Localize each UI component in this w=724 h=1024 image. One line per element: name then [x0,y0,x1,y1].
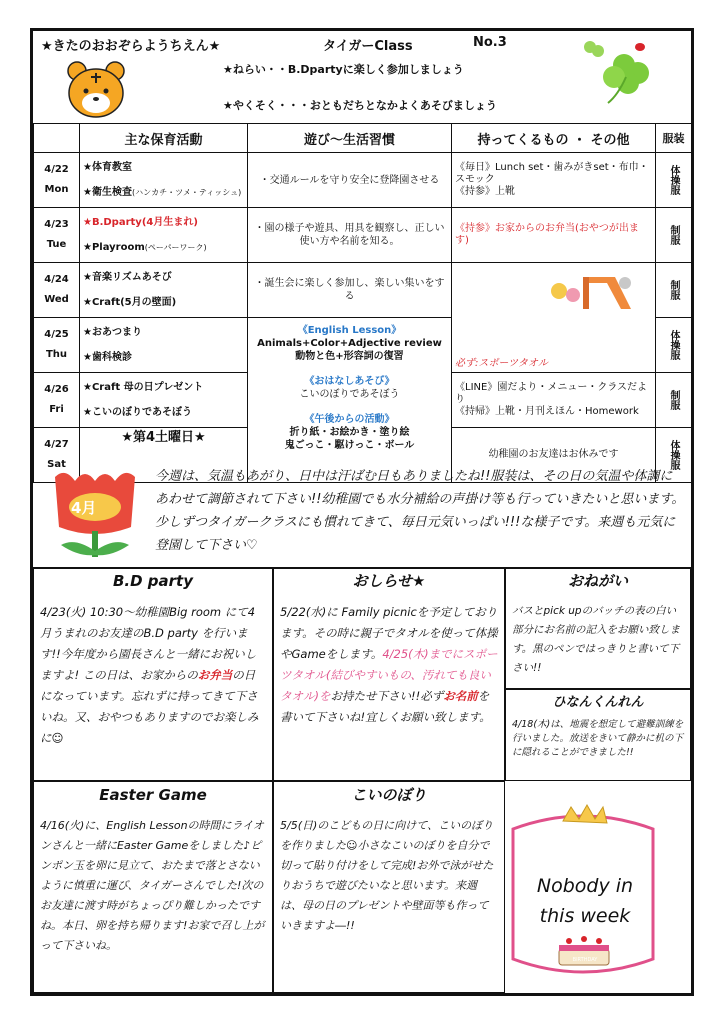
story-play-title: 《おはなしあそび》 [304,376,395,387]
day-date: 4/22 [44,164,69,175]
bring-cell: 必ず:スポーツタオル [455,358,548,369]
clover-icon [578,35,658,105]
playground-slide-icon [545,269,635,313]
notice-box [273,567,505,781]
clothes-cell: 制服 [656,208,692,263]
box-text: 5/22(水)に Family picnicを予定しております。その時に親子でタオルを使って体操やGameをします。4/25(木)までにスポーツタオル(結びやすいもの、汚れても良いタオル)をお持たせ下さい!!必ずお名前を書いて下さいね!宜しくお願い致します。 [280,605,498,724]
newsletter-page [30,28,694,996]
activity-2: ★Craft(5月の壁面) [83,297,177,308]
issue-number: No.3 [473,35,507,50]
clothes-cell: 体操服 [656,153,692,208]
tiger-icon [63,57,129,123]
play-text-2: ・園の様子や遊具、用具を観察し、正しい使い方や名前を知る。 [254,223,445,247]
nobody-text: Nobody in this week [536,875,634,927]
afternoon-title: 《午後からの活動》 [304,414,395,425]
activity-1: ★おあつまり [83,327,142,338]
box-text: 4/18(木)は、地震を想定して避難訓練を行いました。放送をきいて静かに机の下に隠れることができました!! [512,719,684,758]
class-name: タイガーClass [323,39,413,54]
weekly-schedule-table [33,123,692,483]
promise-text: ★やくそく・・・おともだちとなかよくあそびましょう [223,99,497,112]
bring-cell: 《LINE》園だより・メニュー・クラスだより 《持帰》上靴・月刊えほん・Homework [452,373,656,428]
weekly-message [33,461,691,569]
activity-2-sub: (ペーパーワーク) [144,243,207,252]
bring-cell: 《持参》お家からのお弁当(おやつが出ます) [452,208,656,263]
day-weekday: Sat [47,459,66,470]
activity-1: ★体育教室 [83,162,132,173]
box-title: B.D party [112,572,193,590]
evacuation-drill-box [505,689,691,781]
day-date: 4/27 [44,439,69,450]
clothes-cell: 制服 [656,263,692,318]
clothes-cell: 制服 [656,373,692,428]
day-weekday: Tue [46,239,67,250]
table-header-clothes: 服装 [656,124,692,153]
story-play-text: こいのぼりであそぼう [299,389,400,400]
tulip-label: 4月 [71,499,97,517]
day-weekday: Wed [44,294,69,305]
activity-1: ★Craft 母の日プレゼント [83,382,204,393]
play-text-1: ・交通ルールを守り安全に登降園させる [259,174,440,186]
box-title: おねがい [567,572,628,590]
box-title: ひなんくんれん [552,695,644,710]
day-weekday: Mon [44,184,69,195]
english-lesson-text: Animals+Color+Adjective review 動物と色+形容詞の復習 [257,338,442,362]
activity-1: ★音楽リズムあそび [83,272,172,283]
activity-1: ★第4土曜日★ [121,430,206,445]
box-title: こいのぼり [351,786,427,804]
activity-2: ★衛生検査 [83,187,132,198]
table-header-bring: 持ってくるもの ・ その他 [452,124,656,153]
table-row [34,208,692,263]
activity-2-sub: (ハンカチ・ツメ・ティッシュ) [131,188,242,197]
day-weekday: Thu [45,349,68,360]
message-text: 今週は、気温もあがり、日中は汗ばむ日もありましたね!!服装は、その日の気温や体調にあわせて調節されて下さい!!幼稚園でも水分補給の声掛け等も行っていきたいと思います。少しずつタイガークラスにも慣れてきて、毎日元気いっぱい!!!な様子です。来週も元気に登園して下さい♡ [155,469,685,553]
box-text: バスとpick upのバッチの表の白い部分にお名前の記入をお願い致します。黒のペンではっきりと書いて下さい!! [512,605,680,674]
aim-text: ★ねらい・・B.Dpartyに楽しく参加しましょう [223,63,464,76]
day-date: 4/25 [44,329,69,340]
school-name: ★きたのおおぞらようちえん★ [41,39,221,54]
activity-2: ★Playroom [83,242,145,253]
koinobori-box [273,781,505,993]
table-row [34,153,692,208]
bring-cell: 《毎日》Lunch set・歯みがきset・布巾・スモック 《持参》上靴 [452,153,656,208]
play-text-3: ・誕生会に楽しく参加し、楽しい集いをする [254,278,445,302]
afternoon-text: 折り紙・お絵かき・塗り絵 鬼ごっこ・駆けっこ・ボール [284,427,415,451]
box-text: 4/16(火)に、English Lessonの時間にライオンさんと一緒にEaster Gameをしました♪ピンポン玉を卵に見立て、おたまで落とさないように慎重に運び、タイガーさんでした!次のお友達に渡す時がちょっぴり難しかったですね。本日、卵を持ち帰ります!お家で召し上がって下さいね。 [40,819,265,952]
english-lesson-title: 《English Lesson》 [297,325,402,336]
box-text: 5/5(日)のこどもの日に向けて、こいのぼりを作りました☺小さなこいのぼりを自分で切って貼り付けをして完成!お外で泳がせたりおうちで遊びたいなと思います。来週は、母の日のプレゼントや壁面等も作っていきますよ―!! [280,819,494,932]
activity-1: ★B.Dparty(4月生まれ) [83,217,198,228]
day-date: 4/24 [44,274,69,285]
request-box [505,567,691,689]
cake-label: BIRTHDAY [572,957,598,963]
day-date: 4/26 [44,384,69,395]
activity-2: ★こいのぼりであそぼう [83,407,192,418]
day-weekday: Fri [49,404,64,415]
table-header-blank [34,124,80,153]
clothes-cell: 体操服 [656,428,692,483]
box-title: Easter Game [99,786,207,804]
table-row [34,263,692,318]
day-date: 4/23 [44,219,69,230]
activity-2: ★歯科検診 [83,352,132,363]
nobody-birthday-panel [503,799,663,989]
bring-cell: 幼稚園のお友達はお休みです [452,428,656,483]
box-title: おしらせ★ [352,572,426,590]
easter-game-box [33,781,273,993]
table-header-activity: 主な保育活動 [80,124,248,153]
clothes-cell: 体操服 [656,318,692,373]
table-header-play: 遊び～生活習慣 [248,124,452,153]
bd-party-box [33,567,273,781]
box-text: 4/23(火) 10:30～幼稚園Big room にて4月うまれのお友達のB.D party を行います!!今年度から園長さんと一緒にお祝いしますよ! この日は、お家からのお弁当の日になっています。忘れずに持ってきて下さいね。又、おやつもありますのでお楽しみに☺ [40,605,259,745]
